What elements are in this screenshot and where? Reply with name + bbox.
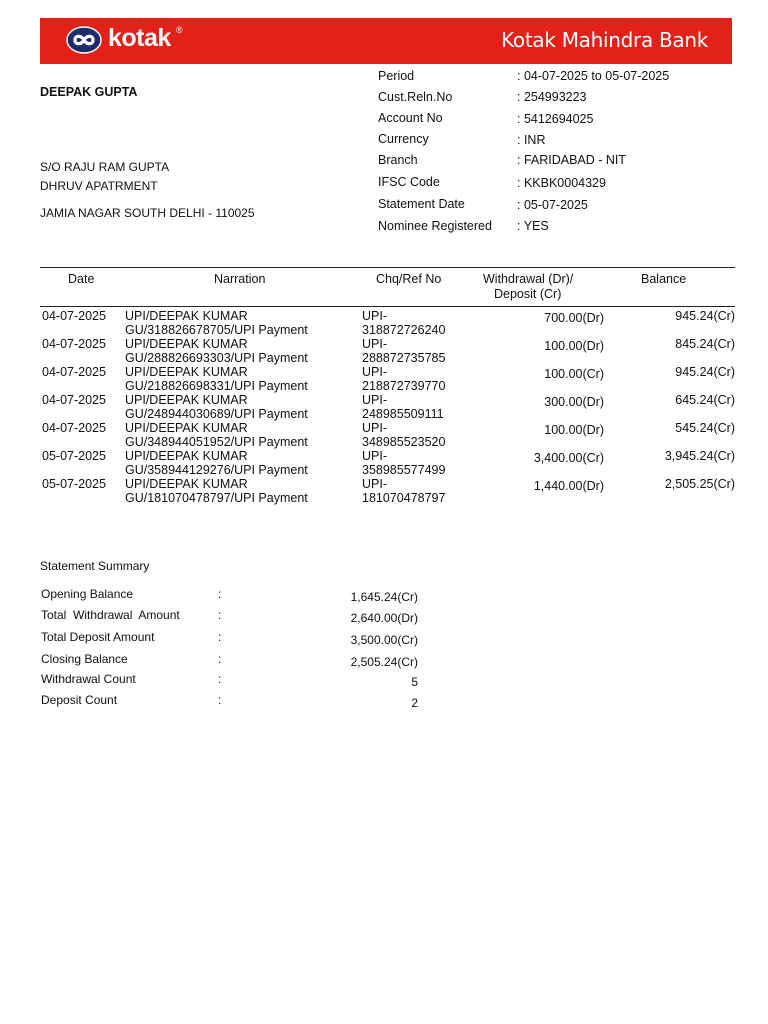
cell-amount: 300.00(Dr): [544, 395, 604, 409]
cell-ref-line1: UPI-: [362, 393, 387, 407]
customer-name: DEEPAK GUPTA: [40, 85, 138, 99]
cell-amount: 700.00(Dr): [544, 311, 604, 325]
info-label-statement-date: Statement Date: [378, 197, 465, 211]
cell-narration-line2: GU/288826693303/UPI Payment: [125, 351, 308, 365]
cell-date: 04-07-2025: [42, 337, 106, 351]
info-label-cust-reln: Cust.Reln.No: [378, 90, 453, 104]
info-label-branch: Branch: [378, 153, 418, 167]
cell-narration-line1: UPI/DEEPAK KUMAR: [125, 421, 248, 435]
info-label-account-no: Account No: [378, 111, 443, 125]
cell-date: 04-07-2025: [42, 365, 106, 379]
summary-label: Total Withdrawal Amount: [41, 608, 180, 622]
summary-value: 5: [411, 675, 418, 689]
info-value-nominee: : YES: [517, 219, 549, 233]
cell-narration-line2: GU/318826678705/UPI Payment: [125, 323, 308, 337]
summary-separator: :: [218, 672, 222, 686]
table-header-rule: [40, 306, 735, 307]
cell-date: 04-07-2025: [42, 421, 106, 435]
cell-narration-line1: UPI/DEEPAK KUMAR: [125, 393, 248, 407]
cell-narration-line1: UPI/DEEPAK KUMAR: [125, 477, 248, 491]
cell-ref-line2: 181070478797: [362, 491, 446, 505]
info-label-period: Period: [378, 69, 415, 83]
col-header-narration: Narration: [214, 272, 266, 286]
col-header-amount-sub: Deposit (Cr): [494, 287, 562, 301]
cell-ref-line1: UPI-: [362, 309, 387, 323]
info-label-nominee: Nominee Registered: [378, 219, 492, 233]
cell-ref-line2: 248985509111: [362, 407, 444, 421]
info-value-branch: : FARIDABAD - NIT: [517, 153, 627, 167]
cell-balance: 645.24(Cr): [675, 393, 735, 407]
cell-balance: 3,945.24(Cr): [664, 449, 735, 463]
cell-amount: 100.00(Dr): [544, 423, 604, 437]
cell-balance: 945.24(Cr): [675, 365, 735, 379]
col-header-amount: Withdrawal (Dr)/: [483, 272, 574, 286]
cell-ref-line1: UPI-: [362, 365, 387, 379]
info-value-period: : 04-07-2025 to 05-07-2025: [517, 69, 670, 83]
summary-value: 3,500.00(Cr): [350, 633, 418, 647]
cell-balance: 545.24(Cr): [675, 421, 735, 435]
cell-date: 05-07-2025: [42, 477, 106, 491]
summary-label: Deposit Count: [41, 693, 118, 707]
cell-ref-line2: 348985523520: [362, 435, 446, 449]
cell-narration-line1: UPI/DEEPAK KUMAR: [125, 449, 248, 463]
bank-name: Kotak Mahindra Bank: [501, 28, 708, 52]
summary-value: 2,640.00(Dr): [350, 611, 418, 625]
summary-value: 1,645.24(Cr): [350, 590, 418, 604]
customer-address-line: DHRUV APATRMENT: [40, 179, 158, 193]
col-header-balance: Balance: [641, 272, 687, 286]
summary-value: 2: [411, 696, 418, 710]
cell-narration-line1: UPI/DEEPAK KUMAR: [125, 337, 248, 351]
cell-narration-line2: GU/358944129276/UPI Payment: [125, 463, 308, 477]
col-header-date: Date: [68, 272, 95, 286]
summary-label: Opening Balance: [41, 587, 134, 601]
cell-date: 04-07-2025: [42, 393, 106, 407]
info-value-ifsc: : KKBK0004329: [517, 176, 606, 190]
summary-separator: :: [218, 693, 222, 707]
info-value-cust-reln: : 254993223: [517, 90, 587, 104]
cell-amount: 100.00(Cr): [544, 367, 604, 381]
cell-ref-line2: 358985577499: [362, 463, 446, 477]
info-label-ifsc: IFSC Code: [378, 175, 440, 189]
info-value-currency: : INR: [517, 133, 546, 147]
kotak-logo-icon: [66, 26, 102, 54]
cell-amount: 100.00(Dr): [544, 339, 604, 353]
col-header-ref: Chq/Ref No: [376, 272, 442, 286]
info-value-statement-date: : 05-07-2025: [517, 198, 588, 212]
cell-ref-line1: UPI-: [362, 477, 387, 491]
summary-label: Total Deposit Amount: [41, 630, 155, 644]
cell-balance: 845.24(Cr): [675, 337, 735, 351]
cell-narration-line1: UPI/DEEPAK KUMAR: [125, 365, 248, 379]
summary-separator: :: [218, 652, 222, 666]
cell-narration-line2: GU/348944051952/UPI Payment: [125, 435, 308, 449]
cell-narration-line2: GU/248944030689/UPI Payment: [125, 407, 308, 421]
summary-label: Closing Balance: [41, 652, 128, 666]
cell-balance: 945.24(Cr): [675, 309, 735, 323]
summary-separator: :: [218, 587, 222, 601]
cell-ref-line1: UPI-: [362, 337, 387, 351]
cell-date: 04-07-2025: [42, 309, 106, 323]
cell-balance: 2,505.25(Cr): [664, 477, 735, 491]
summary-value: 2,505.24(Cr): [350, 655, 418, 669]
info-value-account-no: : 5412694025: [517, 112, 594, 126]
table-top-rule: [40, 267, 735, 268]
summary-label: Withdrawal Count: [41, 672, 136, 686]
cell-ref-line2: 218872739770: [362, 379, 446, 393]
cell-amount: 1,440.00(Dr): [533, 479, 604, 493]
cell-ref-line1: UPI-: [362, 421, 387, 435]
customer-address-line: S/O RAJU RAM GUPTA: [40, 160, 170, 174]
cell-ref-line1: UPI-: [362, 449, 387, 463]
summary-separator: :: [218, 608, 222, 622]
logo-wordmark: kotak: [108, 24, 171, 52]
cell-ref-line2: 288872735785: [362, 351, 446, 365]
summary-title: Statement Summary: [40, 559, 150, 573]
summary-separator: :: [218, 630, 222, 644]
info-label-currency: Currency: [378, 132, 429, 146]
cell-date: 05-07-2025: [42, 449, 106, 463]
cell-amount: 3,400.00(Cr): [533, 451, 604, 465]
cell-narration-line2: GU/218826698331/UPI Payment: [125, 379, 308, 393]
cell-narration-line1: UPI/DEEPAK KUMAR: [125, 309, 248, 323]
registered-mark: ®: [176, 25, 183, 35]
customer-address-line: JAMIA NAGAR SOUTH DELHI - 110025: [40, 206, 255, 220]
cell-ref-line2: 318872726240: [362, 323, 446, 337]
cell-narration-line2: GU/181070478797/UPI Payment: [125, 491, 308, 505]
